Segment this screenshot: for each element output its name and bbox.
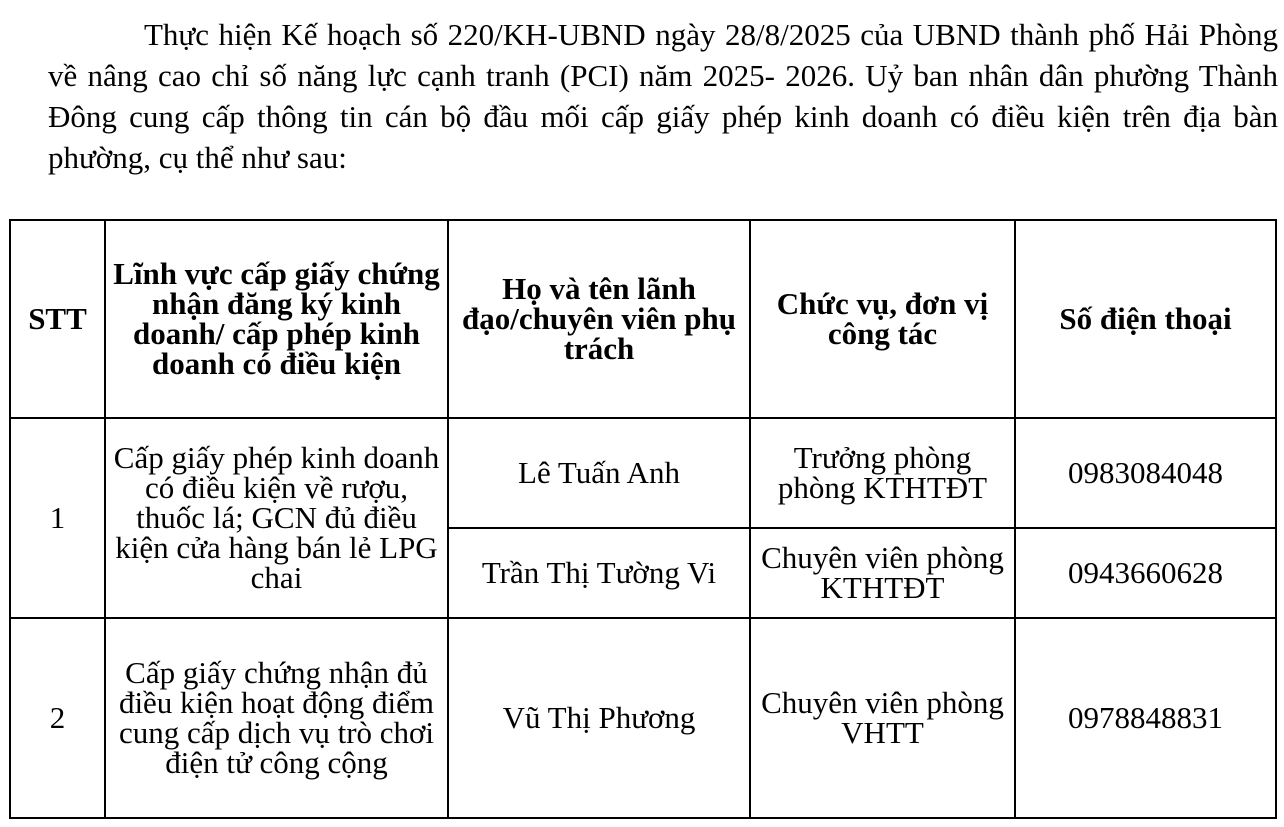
header-position: Chức vụ, đơn vị công tác	[750, 220, 1015, 418]
contact-table	[9, 219, 1277, 819]
row-position: Chuyên viên phòng KTHTĐT	[750, 528, 1015, 618]
header-stt: STT	[10, 220, 105, 418]
row-name: Lê Tuấn Anh	[448, 418, 750, 528]
table-row	[10, 618, 1276, 818]
row-phone: 0943660628	[1015, 528, 1276, 618]
header-name: Họ và tên lãnh đạo/chuyên viên phụ trách	[448, 220, 750, 418]
table-row	[10, 418, 1276, 528]
row-field: Cấp giấy phép kinh doanh có điều kiện về rượu, thuốc lá; GCN đủ điều kiện cửa hàng bán lẻ LPG chai	[105, 418, 448, 618]
table-header-row	[10, 220, 1276, 418]
row-field: Cấp giấy chứng nhận đủ điều kiện hoạt động điểm cung cấp dịch vụ trò chơi điện tử công cộng	[105, 618, 448, 818]
row-stt: 2	[10, 618, 105, 818]
row-position: Trưởng phòng phòng KTHTĐT	[750, 418, 1015, 528]
intro-paragraph: Thực hiện Kế hoạch số 220/KH-UBND ngày 28/8/2025 của UBND thành phố Hải Phòng về nâng cao chỉ số năng lực cạnh tranh (PCI) năm 2025- 2026. Uỷ ban nhân dân phường Thành Đông cung cấp thông tin cán bộ đầu mối cấp giấy phép kinh doanh có điều kiện trên địa bàn phường, cụ thể như sau:	[48, 17, 1278, 175]
row-phone: 0983084048	[1015, 418, 1276, 528]
row-stt: 1	[10, 418, 105, 618]
header-field: Lĩnh vực cấp giấy chứng nhận đăng ký kinh doanh/ cấp phép kinh doanh có điều kiện	[105, 220, 448, 418]
row-position: Chuyên viên phòng VHTT	[750, 618, 1015, 818]
header-phone: Số điện thoại	[1015, 220, 1276, 418]
row-name: Trần Thị Tường Vi	[448, 528, 750, 618]
row-name: Vũ Thị Phương	[448, 618, 750, 818]
row-phone: 0978848831	[1015, 618, 1276, 818]
